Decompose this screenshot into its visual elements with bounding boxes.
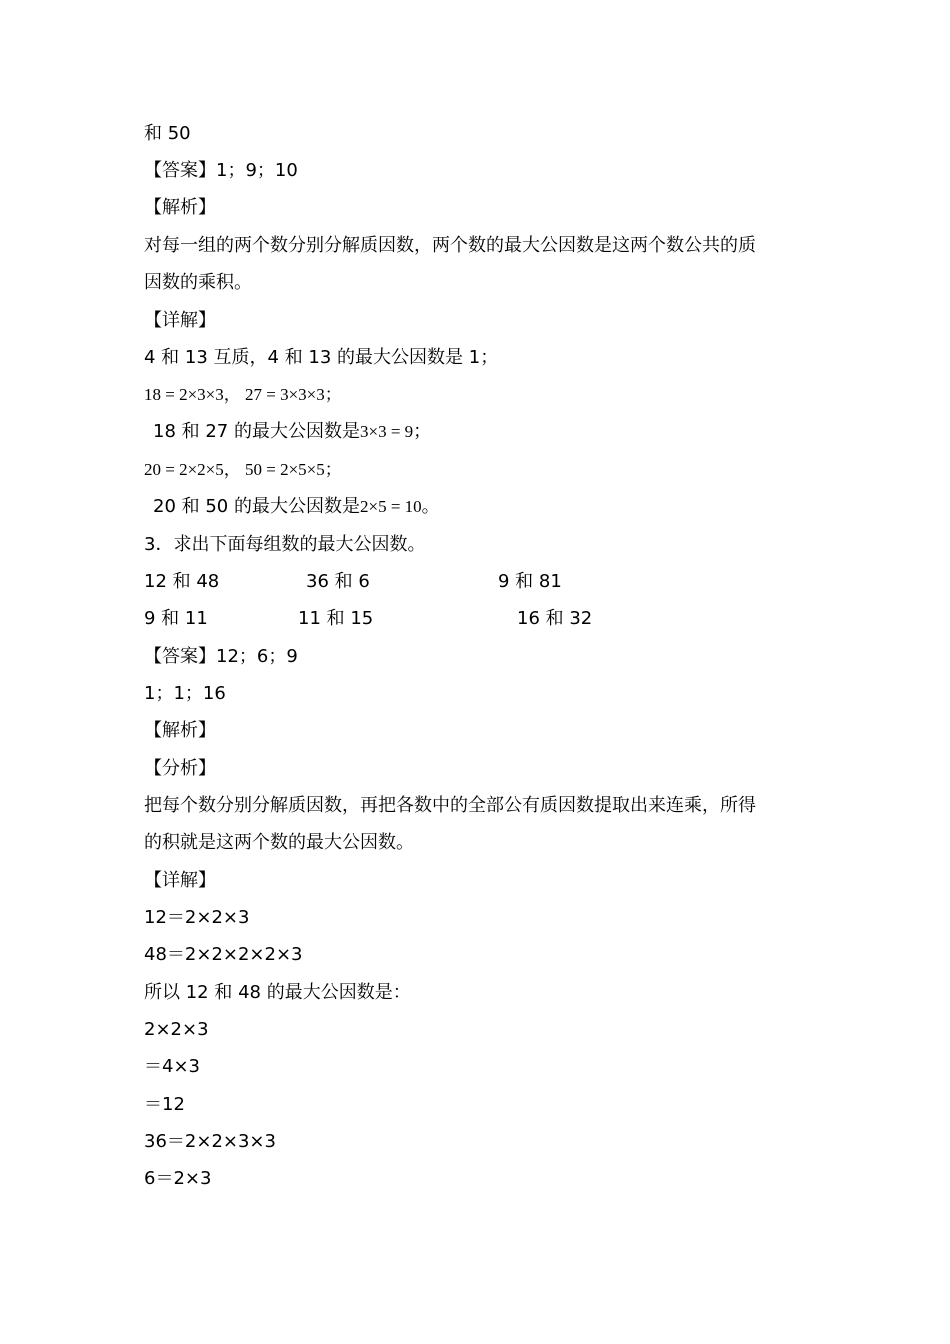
answer-line: 【答案】12；6；9 <box>144 646 298 667</box>
problem-item: 36 和 6 <box>306 571 370 592</box>
subanalysis-heading: 【分析】 <box>144 758 216 779</box>
text-line: 所以 12 和 48 的最大公因数是： <box>144 982 411 1003</box>
text-line: 因数的乘积。 <box>144 272 252 293</box>
text-line: 和 50 <box>144 123 191 144</box>
answer-line: 【答案】1；9；10 <box>144 160 298 181</box>
problem-item: 16 和 32 <box>517 608 593 629</box>
text-line <box>153 496 440 518</box>
calc-line: ＝4×3 <box>144 1056 200 1077</box>
problem-item: 9 和 11 <box>144 608 208 629</box>
calc-line: 48＝2×2×2×2×3 <box>144 944 303 965</box>
analysis-heading: 【解析】 <box>144 720 216 741</box>
detail-heading: 【详解】 <box>144 870 216 891</box>
math-expression: 3×3 = 9 <box>359 422 414 441</box>
math-line: 20 = 2×2×5， 50 = 2×5×5； <box>144 460 342 479</box>
calc-line: 12＝2×2×3 <box>144 907 250 928</box>
calc-line: 36＝2×2×3×3 <box>144 1131 276 1152</box>
punctuation: 。 <box>421 496 440 517</box>
text-line: 4 和 13 互质，4 和 13 的最大公因数是 1； <box>144 347 499 368</box>
calc-line: 6＝2×3 <box>144 1168 212 1189</box>
text-line: 把每个数分别分解质因数，再把各数中的全部公有质因数提取出来连乘，所得 <box>144 795 756 816</box>
text-line: 的积就是这两个数的最大公因数。 <box>144 832 414 853</box>
text-span: 18 和 27 的最大公因数是 <box>153 421 360 442</box>
answer-line: 1；1；16 <box>144 683 226 704</box>
math-expression: 2×5 = 10 <box>359 497 422 516</box>
problem-item: 11 和 15 <box>298 608 374 629</box>
problem-item: 12 和 48 <box>144 571 220 592</box>
question-title: 3．求出下面每组数的最大公因数。 <box>144 534 426 555</box>
detail-heading: 【详解】 <box>144 310 216 331</box>
text-span: 20 和 50 的最大公因数是 <box>153 496 360 517</box>
analysis-heading: 【解析】 <box>144 197 216 218</box>
punctuation: ； <box>413 421 432 442</box>
text-line <box>153 421 431 443</box>
calc-line: 2×2×3 <box>144 1019 209 1040</box>
text-line: 对每一组的两个数分别分解质因数，两个数的最大公因数是这两个数公共的质 <box>144 235 756 256</box>
problem-item: 9 和 81 <box>498 571 562 592</box>
calc-line: ＝12 <box>144 1094 185 1115</box>
math-line: 18 = 2×3×3， 27 = 3×3×3； <box>144 385 342 404</box>
